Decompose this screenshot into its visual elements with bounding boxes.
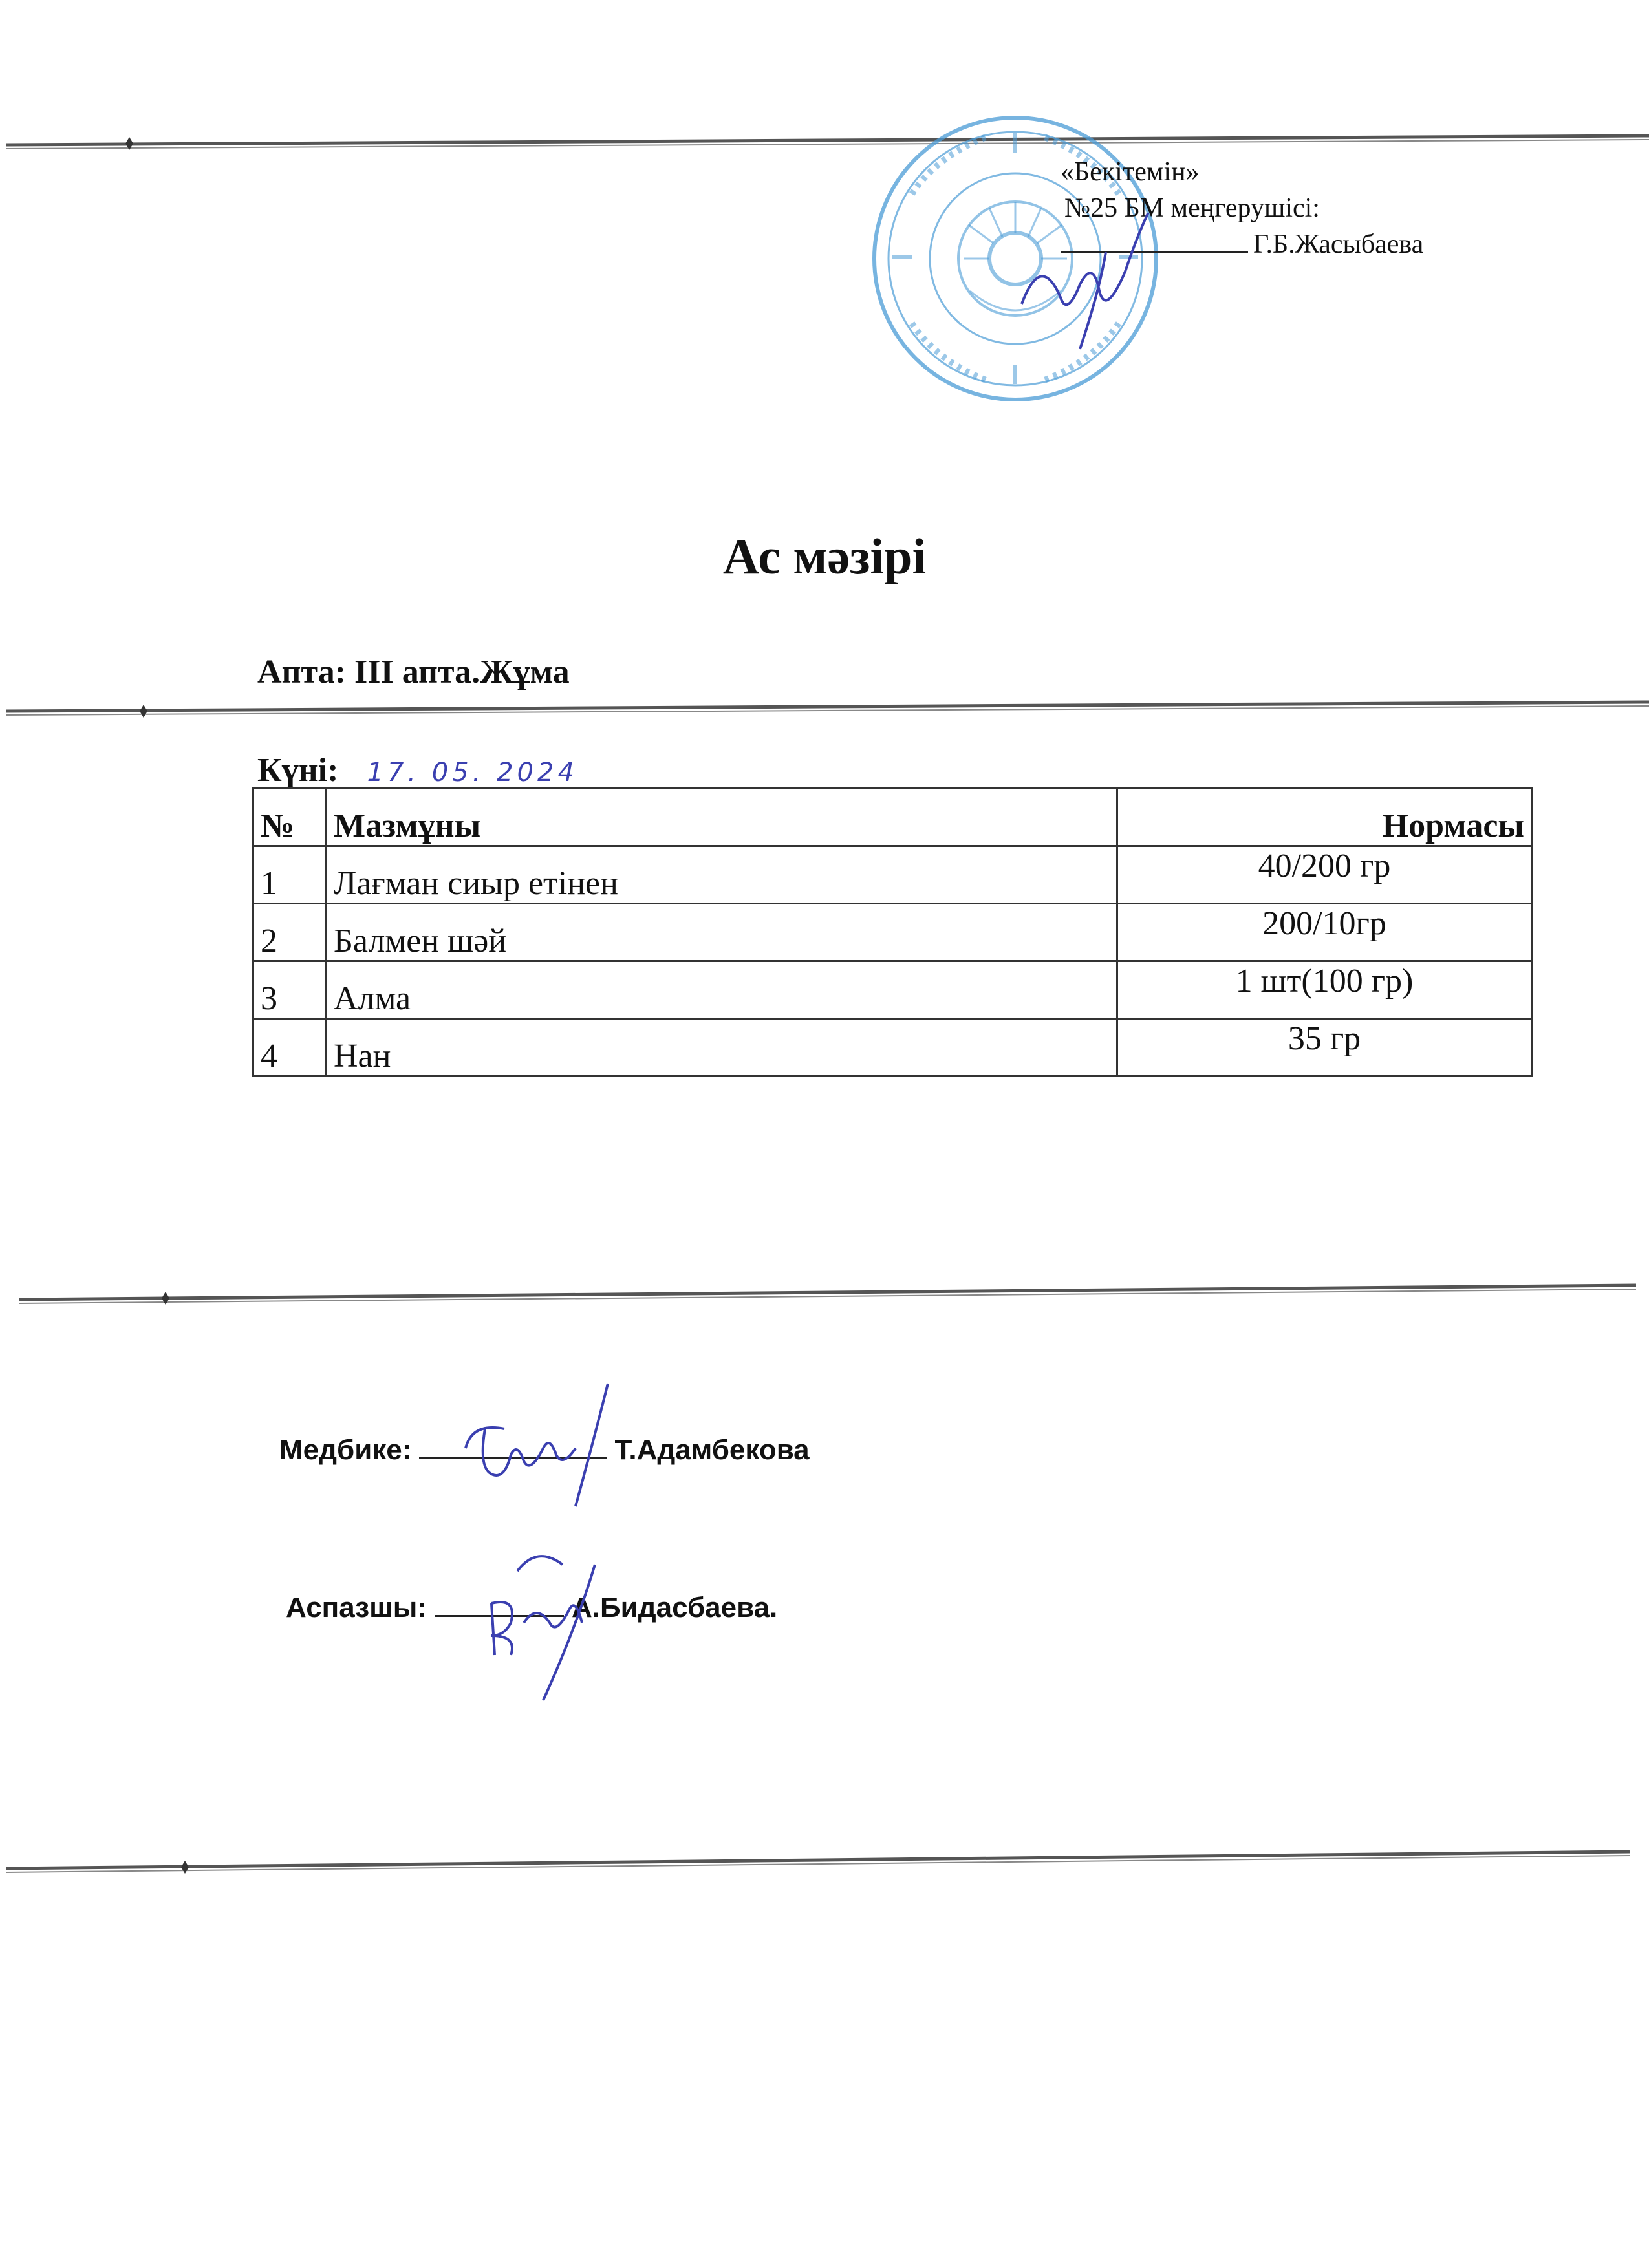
table-row (253, 846, 1532, 904)
week-label: Апта: ІІІ апта.Жұма (257, 654, 570, 690)
nurse-name: Т.Адамбекова (614, 1434, 810, 1466)
header-content: Мазмұны (327, 789, 1117, 846)
page-title: Ас мәзірі (722, 528, 927, 584)
row-number: 3 (253, 961, 327, 1019)
row-dish: Лағман сиыр етінен (327, 846, 1117, 904)
row-number: 4 (253, 1019, 327, 1076)
cook-signature (479, 1539, 634, 1707)
nurse-signature (453, 1371, 647, 1513)
scan-line-3 (0, 1280, 1649, 1306)
date-value: 17. 05. 2024 (343, 758, 711, 789)
table-row (253, 961, 1532, 1019)
row-dish: Алма (327, 961, 1117, 1019)
header-norm: Нормасы (1117, 789, 1532, 846)
row-number: 1 (253, 846, 327, 904)
director-signature (1009, 213, 1164, 356)
row-norm: 35 гр (1117, 1019, 1532, 1076)
nurse-label: Медбике: (279, 1434, 412, 1466)
cook-label: Аспазшы: (286, 1592, 427, 1623)
table-row (253, 1019, 1532, 1076)
row-norm: 1 шт(100 гр) (1117, 961, 1532, 1019)
scan-line-1 (0, 129, 1649, 155)
row-dish: Нан (327, 1019, 1117, 1076)
row-norm: 40/200 гр (1117, 846, 1532, 904)
row-number: 2 (253, 904, 327, 961)
header-number: № (253, 789, 327, 846)
row-norm: 200/10гр (1117, 904, 1532, 961)
table-row (253, 904, 1532, 961)
scan-line-2 (0, 697, 1649, 723)
scan-line-4 (0, 1848, 1649, 1874)
date-row (257, 751, 711, 789)
date-label: Күні: (257, 752, 339, 789)
approval-signatory-name: Г.Б.Жасыбаева (1253, 230, 1424, 259)
table-header-row (253, 789, 1532, 846)
cook-name: А.Бидасбаева. (572, 1592, 778, 1623)
row-dish: Балмен шәй (327, 904, 1117, 961)
approval-position: №25 БМ меңгерушісі: (1064, 193, 1320, 223)
menu-table (252, 787, 1533, 1077)
approval-heading: «Бекітемін» (1061, 157, 1200, 187)
